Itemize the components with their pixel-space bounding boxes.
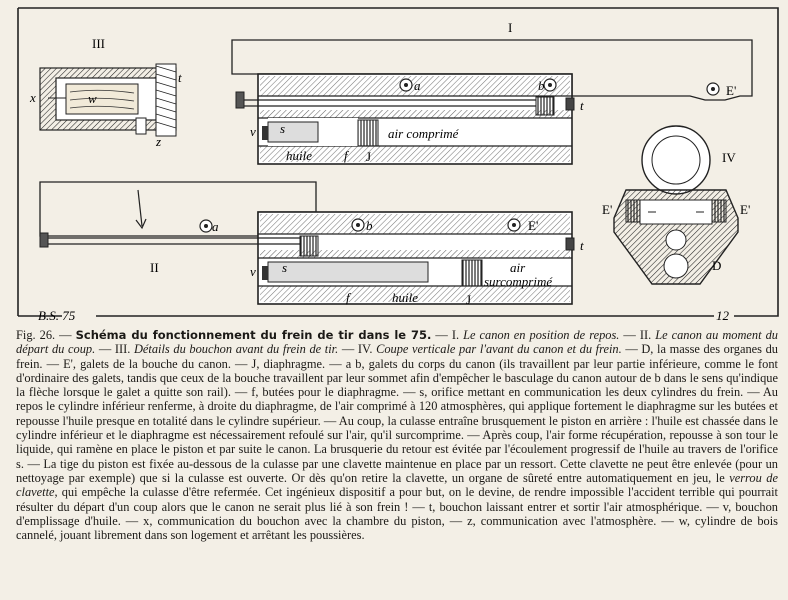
label-x: x — [30, 90, 36, 105]
label-b-bottom: b — [366, 218, 373, 233]
diaphragm-j — [358, 120, 378, 146]
caption-fig-number: Fig. 26. — — [16, 328, 72, 342]
caption-sep-3: — III. — [95, 342, 134, 357]
view-label-iii: III — [92, 36, 105, 51]
label-v-bottom: v — [250, 264, 256, 279]
label-huile-bottom: huile — [392, 290, 418, 305]
label-d: D — [712, 258, 722, 273]
plug-t — [566, 98, 574, 110]
caption-verrou: verrou de clavette — [16, 470, 778, 500]
label-z: z — [156, 134, 162, 149]
label-w: w — [88, 91, 97, 106]
label-surcomprime: surcomprimé — [484, 274, 553, 289]
label-a-top: a — [414, 78, 421, 93]
plate-number: 12 — [716, 308, 729, 323]
view-label-iv: IV — [722, 150, 736, 165]
caption-title: Schéma du fonctionnement du frein de tir dans le 75. — [75, 328, 432, 342]
recoil-arrow — [138, 190, 142, 226]
label-e-bottom: E' — [528, 218, 539, 233]
label-f-top: f — [344, 148, 348, 163]
piston-head — [536, 97, 554, 115]
label-f-bottom: f — [346, 290, 350, 305]
caption-sep-1: — I. — [431, 328, 464, 342]
label-j-bottom: J — [466, 292, 472, 307]
view-label-i: I — [508, 20, 513, 35]
label-e-right: E' — [740, 202, 751, 217]
view-iv-vertical-section — [602, 126, 750, 284]
label-t-detail: t — [178, 70, 182, 85]
label-huile-top: huile — [286, 148, 312, 163]
label-e-top: E' — [726, 83, 737, 98]
caption-body-end: , qui empêche la culasse d'être refermée. Cet ingénieux dispositif a pour but, on le devine, de rendre impossible l'accident terrible qui pourrait résulter du départ d'un coup alors que le canon ne serait plus lié à son frein ! — t, bouchon laissant entrer et sortir l'air atmosphérique. — v, bouchon d'emplissage d'huile. — x, communication du bouchon avec la chambre du piston, — z, communication avec l'atmosphère. — w, cylindre de bois cannelé, jouant librement dans son logement et arrêtant les poussières. — [16, 485, 778, 543]
label-s-top: s — [280, 121, 286, 136]
label-s-bottom: s — [282, 260, 288, 275]
caption-view-i: Le canon en position de repos. — [463, 328, 620, 342]
caption-view-iv: Coupe verticale par l'avant du canon et du frein. — [376, 342, 622, 357]
caption-sep-4: — IV. — [338, 342, 377, 357]
caption-view-iii: Détails du bouchon avant du frein de tir. — [133, 342, 339, 357]
label-t-bottom: t — [580, 238, 584, 253]
label-air-top: air comprimé — [388, 126, 459, 141]
caption-body: — D, la masse des organes du frein. — E', galets de la bouche du canon. — J, diaphragme. — a b, galets du corps du canon (ils travaillent par leur partie inférieure, comme le font d'ordinaire des galets, tandis que ceux de la bouche travaillent par leur sommet afin d'empêcher le basculage du canon autour de b dans le sens qu'indique la flèche lorsque le galet a quitte son rail). — f, butées pour le diaphragme. — s, orifice mettant en communication les deux cylindres du frein. — Au repos le cylindre inférieur renferme, à droite du diaphragme, de l'air comprimé à 120 atmosphères, qui applique fortement le diaphragme sur les butées et repousse l'huile presque en totalité dans le cylindre supérieur. — Au coup, la culasse entraîne brusquement le piston en arrière : l'huile est chassée dans le cylindre inférieur et le diaphragme est nécessairement refoulé sur l'air, qu'il surcomprime. — Après coup, l'air forme récupération, repousse à son tour le liquide, qui ramène en place le piston et par suite le canon. La brusquerie du retour est évitée par l'écoulement progressif de l'huile au travers de l'orifice s. — La tige du piston est fixée au-dessous de la culasse par une clavette maintenue en place par un ressort. Cette clavette ne peut être enlevée (pour un nettoyage par exemple) que si la culasse est ouverte. Or dès qu'on retire la clavette, un organe de sûreté entre automatiquement en jeu, le — [16, 342, 778, 485]
caption-view-ii: Le canon au moment du départ du coup. — [16, 328, 778, 357]
label-b-top: b — [538, 78, 545, 93]
view-ii-firing-position — [40, 182, 584, 307]
caption-sep-2: — II. — [619, 328, 656, 342]
label-air-bottom: air — [510, 260, 526, 275]
label-v-top: v — [250, 124, 256, 139]
label-t-top: t — [580, 98, 584, 113]
figure-caption — [16, 328, 778, 542]
plate-code: B.S. 75 — [38, 308, 76, 323]
view-iii-front-plug — [29, 36, 182, 149]
view-label-ii: II — [150, 260, 159, 275]
label-a-bottom: a — [212, 219, 219, 234]
label-j-top: J — [366, 149, 372, 164]
label-e-left: E' — [602, 202, 613, 217]
